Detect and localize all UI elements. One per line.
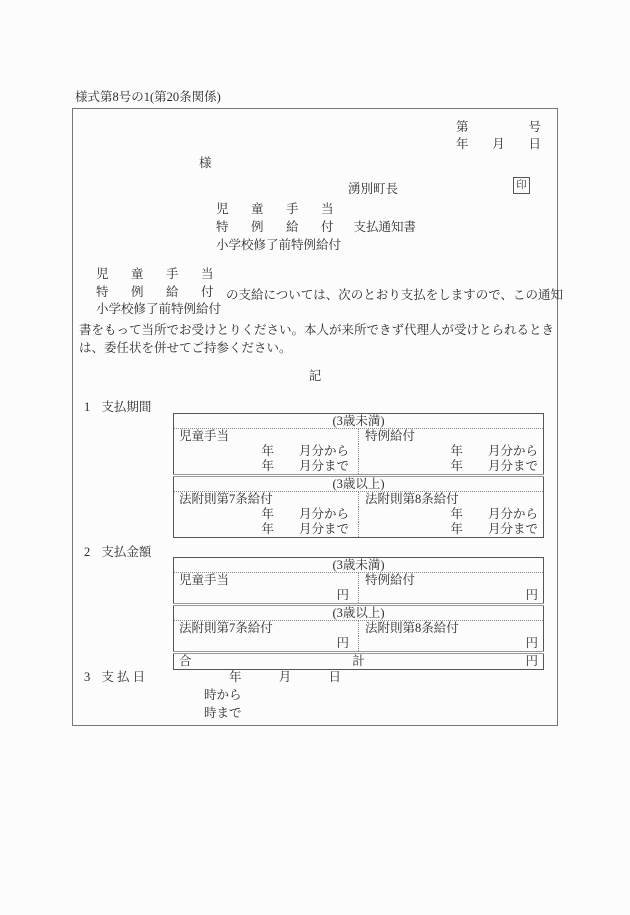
amount-o3-col2-title: 法附則第8条給付 bbox=[365, 621, 459, 635]
body-stack-line3: 小学校修了前特例給付 bbox=[96, 302, 222, 316]
document-title-text: 支払通知書 bbox=[353, 220, 417, 234]
section-1-title: 支払期間 bbox=[101, 400, 152, 414]
title-benefit-line3 bbox=[216, 236, 416, 254]
amount-age-group2-header: (3歳以上) bbox=[174, 605, 544, 621]
body-sentence-line1: の支給については、次のとおり支払をしますので、この通知 bbox=[226, 288, 564, 302]
payday-year-label: 年 bbox=[229, 670, 242, 684]
table-row bbox=[174, 459, 544, 476]
period-o3-col2-to: 年 月分まで bbox=[450, 522, 538, 536]
form-number: 様式第8号の1(第20条関係) bbox=[75, 90, 221, 104]
table-row bbox=[174, 414, 544, 429]
amount-u3-col1-title: 児童手当 bbox=[174, 573, 359, 589]
payment-period-table bbox=[173, 413, 544, 538]
period-u3-col1-from: 年 月分から bbox=[174, 444, 359, 459]
payday-to-label: 時まで bbox=[204, 706, 242, 720]
title-benefit3-text: 小学校修了前特例給付 bbox=[216, 238, 342, 252]
issue-date-line bbox=[456, 134, 541, 152]
body-sentence-line3: は、委任状を併せてご持参ください。 bbox=[79, 341, 292, 355]
table-row bbox=[174, 444, 544, 459]
period-o3-col1-title: 法附則第7条給付 bbox=[174, 492, 359, 508]
section-2-number: 2 bbox=[84, 545, 91, 559]
amount-o3-col1-yen: 円 bbox=[174, 636, 359, 653]
table-row bbox=[174, 588, 544, 605]
payday-from-label: 時から bbox=[204, 688, 242, 702]
period-o3-col2-title: 法附則第8条給付 bbox=[365, 492, 459, 506]
amount-u3-col1-yen: 円 bbox=[174, 588, 359, 605]
addressee-suffix: 様 bbox=[199, 156, 212, 170]
payday-month-label: 月 bbox=[278, 670, 292, 684]
table-row bbox=[174, 573, 544, 589]
title-benefit1-text: 児 童 手 当 bbox=[216, 202, 339, 216]
period-o3-col1-to: 年 月分まで bbox=[174, 522, 359, 538]
amount-u3-col2-title: 特例給付 bbox=[365, 573, 416, 587]
date-day-label: 日 bbox=[528, 137, 541, 151]
doc-number-suffix: 号 bbox=[528, 120, 541, 134]
table-row bbox=[174, 507, 544, 522]
body-benefit-stack bbox=[96, 266, 221, 319]
notice-box bbox=[72, 108, 564, 726]
seal-stamp-icon: 印 bbox=[513, 177, 530, 194]
total-label-center: 計 bbox=[352, 654, 365, 668]
table-row bbox=[174, 429, 544, 445]
table-row bbox=[174, 605, 544, 621]
table-row bbox=[174, 476, 544, 492]
date-month-label: 月 bbox=[492, 137, 505, 151]
period-u3-col2-from: 年 月分から bbox=[450, 444, 538, 458]
period-age-group1-header: (3歳未満) bbox=[174, 414, 544, 429]
payday-day-label: 日 bbox=[328, 670, 341, 684]
total-yen-label: 円 bbox=[525, 654, 538, 668]
date-year-label: 年 bbox=[456, 137, 469, 151]
table-row bbox=[174, 621, 544, 637]
period-u3-col2-to: 年 月分まで bbox=[450, 459, 538, 473]
period-age-group2-header: (3歳以上) bbox=[174, 476, 544, 492]
period-o3-col2-from: 年 月分から bbox=[450, 507, 538, 521]
total-label-left: 合 bbox=[179, 654, 192, 668]
period-u3-col1-to: 年 月分まで bbox=[174, 459, 359, 476]
section-3-label bbox=[84, 667, 145, 685]
table-row bbox=[174, 492, 544, 508]
period-u3-col2-title: 特例給付 bbox=[365, 429, 416, 443]
payment-amount-table bbox=[173, 557, 544, 670]
record-heading: 記 bbox=[308, 369, 322, 383]
body-stack-line1: 児 童 手 当 bbox=[96, 267, 219, 281]
doc-number-line bbox=[456, 117, 541, 135]
document-title-block bbox=[216, 200, 416, 254]
table-row bbox=[174, 522, 544, 538]
section-3-title: 支 払 日 bbox=[101, 670, 146, 684]
table-row bbox=[174, 636, 544, 653]
amount-o3-col2-yen: 円 bbox=[525, 636, 538, 650]
amount-u3-col2-yen: 円 bbox=[525, 588, 538, 602]
section-3-number: 3 bbox=[84, 670, 91, 684]
payday-date-line bbox=[229, 667, 341, 685]
period-u3-col1-title: 児童手当 bbox=[174, 429, 359, 445]
amount-o3-col1-title: 法附則第7条給付 bbox=[174, 621, 359, 637]
doc-number-prefix: 第 bbox=[456, 120, 469, 134]
period-o3-col1-from: 年 月分から bbox=[174, 507, 359, 522]
body-stack-line2: 特 例 給 付 bbox=[96, 284, 219, 299]
body-sentence-line2: 書をもって当所でお受けとりください。本人が来所できず代理人が受けとられるとき bbox=[79, 323, 555, 337]
table-row bbox=[174, 558, 544, 573]
section-2-label bbox=[84, 542, 151, 560]
section-1-label bbox=[84, 397, 151, 415]
title-benefit-line1 bbox=[216, 200, 416, 218]
title-benefit2-text: 特 例 給 付 bbox=[216, 220, 339, 234]
amount-age-group1-header: (3歳未満) bbox=[174, 558, 544, 573]
sender-title: 湧別町長 bbox=[348, 182, 399, 196]
section-2-title: 支払金額 bbox=[101, 545, 152, 559]
section-1-number: 1 bbox=[84, 400, 91, 414]
title-benefit-line2 bbox=[216, 218, 416, 236]
